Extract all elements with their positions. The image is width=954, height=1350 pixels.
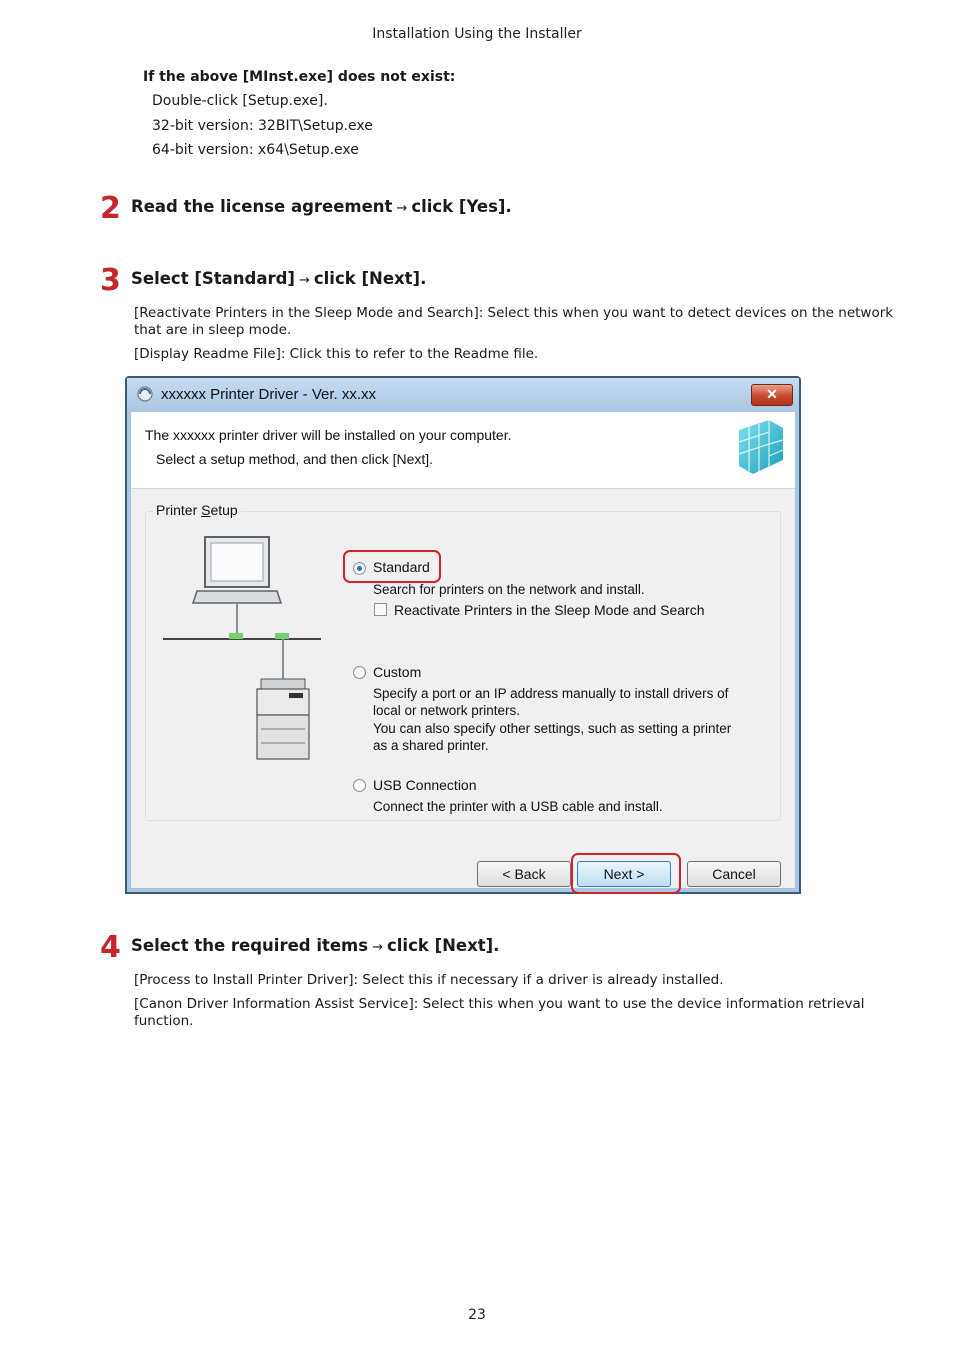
cubes-logo-icon <box>729 416 787 480</box>
installer-app-icon <box>135 385 155 403</box>
note-line: 64-bit version: x64\Setup.exe <box>152 142 359 158</box>
close-button[interactable] <box>751 384 793 406</box>
step-title-part: Select [Standard] <box>131 269 295 288</box>
standard-label[interactable]: Standard <box>373 559 430 575</box>
network-illustration-icon <box>161 529 331 769</box>
standard-highlight <box>343 550 441 583</box>
cancel-button[interactable]: Cancel <box>687 861 781 887</box>
step-title <box>131 936 499 958</box>
group-label-part: Printer <box>156 502 202 518</box>
step-number: 4 <box>100 930 121 965</box>
custom-description: as a shared printer. <box>373 738 489 753</box>
step-description: [Canon Driver Information Assist Service]: Select this when you want to use the device information retrieval function. <box>134 996 865 1029</box>
next-button[interactable]: Next > <box>577 861 671 887</box>
step-title <box>131 197 512 219</box>
standard-description: Search for printers on the network and install. <box>373 582 645 597</box>
custom-description: Specify a port or an IP address manually to install drivers of <box>373 686 729 701</box>
custom-description: local or network printers. <box>373 703 521 718</box>
step-title <box>131 269 426 291</box>
dialog-main <box>131 489 795 888</box>
step-title-part: click [Yes]. <box>411 197 512 216</box>
dialog-titlebar <box>127 378 799 412</box>
note-title: If the above [MInst.exe] does not exist: <box>143 69 456 85</box>
installer-dialog <box>125 376 801 894</box>
dialog-title: xxxxxx Printer Driver - Ver. xx.xx <box>161 386 377 403</box>
page-number: 23 <box>468 1307 486 1323</box>
step-description: [Display Readme File]: Click this to refer to the Readme file. <box>134 346 539 362</box>
usb-description: Connect the printer with a USB cable and install. <box>373 799 663 814</box>
close-icon: ✕ <box>766 386 778 402</box>
step-number: 3 <box>100 263 121 298</box>
group-label-part: etup <box>210 502 238 518</box>
intro-line: Select a setup method, and then click [Next]. <box>156 451 434 467</box>
step-title-part: click [Next]. <box>386 936 500 955</box>
custom-description: You can also specify other settings, such as setting a printer <box>373 721 732 736</box>
step-description: [Reactivate Printers in the Sleep Mode and Search]: Select this when you want to detect devices on the network that are in sleep mode. <box>134 305 894 338</box>
note-line: 32-bit version: 32BIT\Setup.exe <box>152 118 373 134</box>
note-line: Double-click [Setup.exe]. <box>152 93 328 109</box>
arrow-icon: → <box>372 940 383 955</box>
usb-label[interactable]: USB Connection <box>373 777 477 793</box>
arrow-icon: → <box>396 201 408 216</box>
intro-line: The xxxxxx printer driver will be installed on your computer. <box>145 427 512 443</box>
printer-setup-label <box>153 502 241 518</box>
step-description: [Process to Install Printer Driver]: Select this if necessary if a driver is already installed. <box>134 972 724 988</box>
custom-label[interactable]: Custom <box>373 664 422 680</box>
arrow-icon: → <box>298 273 310 288</box>
step-title-part: Read the license agreement <box>131 197 393 216</box>
step-title-part: Select the required items <box>131 936 369 955</box>
reactivate-checkbox[interactable] <box>374 603 387 616</box>
step-number: 2 <box>100 191 121 226</box>
step-title-part: click [Next]. <box>313 269 427 288</box>
group-label-part: S <box>201 502 211 518</box>
reactivate-label[interactable]: Reactivate Printers in the Sleep Mode and Search <box>394 602 705 618</box>
page-header: Installation Using the Installer <box>372 26 582 42</box>
dialog-body <box>131 412 795 888</box>
custom-radio[interactable] <box>353 666 366 679</box>
dialog-intro <box>131 412 795 489</box>
back-button[interactable]: < Back <box>477 861 571 887</box>
next-highlight <box>571 853 681 894</box>
usb-radio[interactable] <box>353 779 366 792</box>
